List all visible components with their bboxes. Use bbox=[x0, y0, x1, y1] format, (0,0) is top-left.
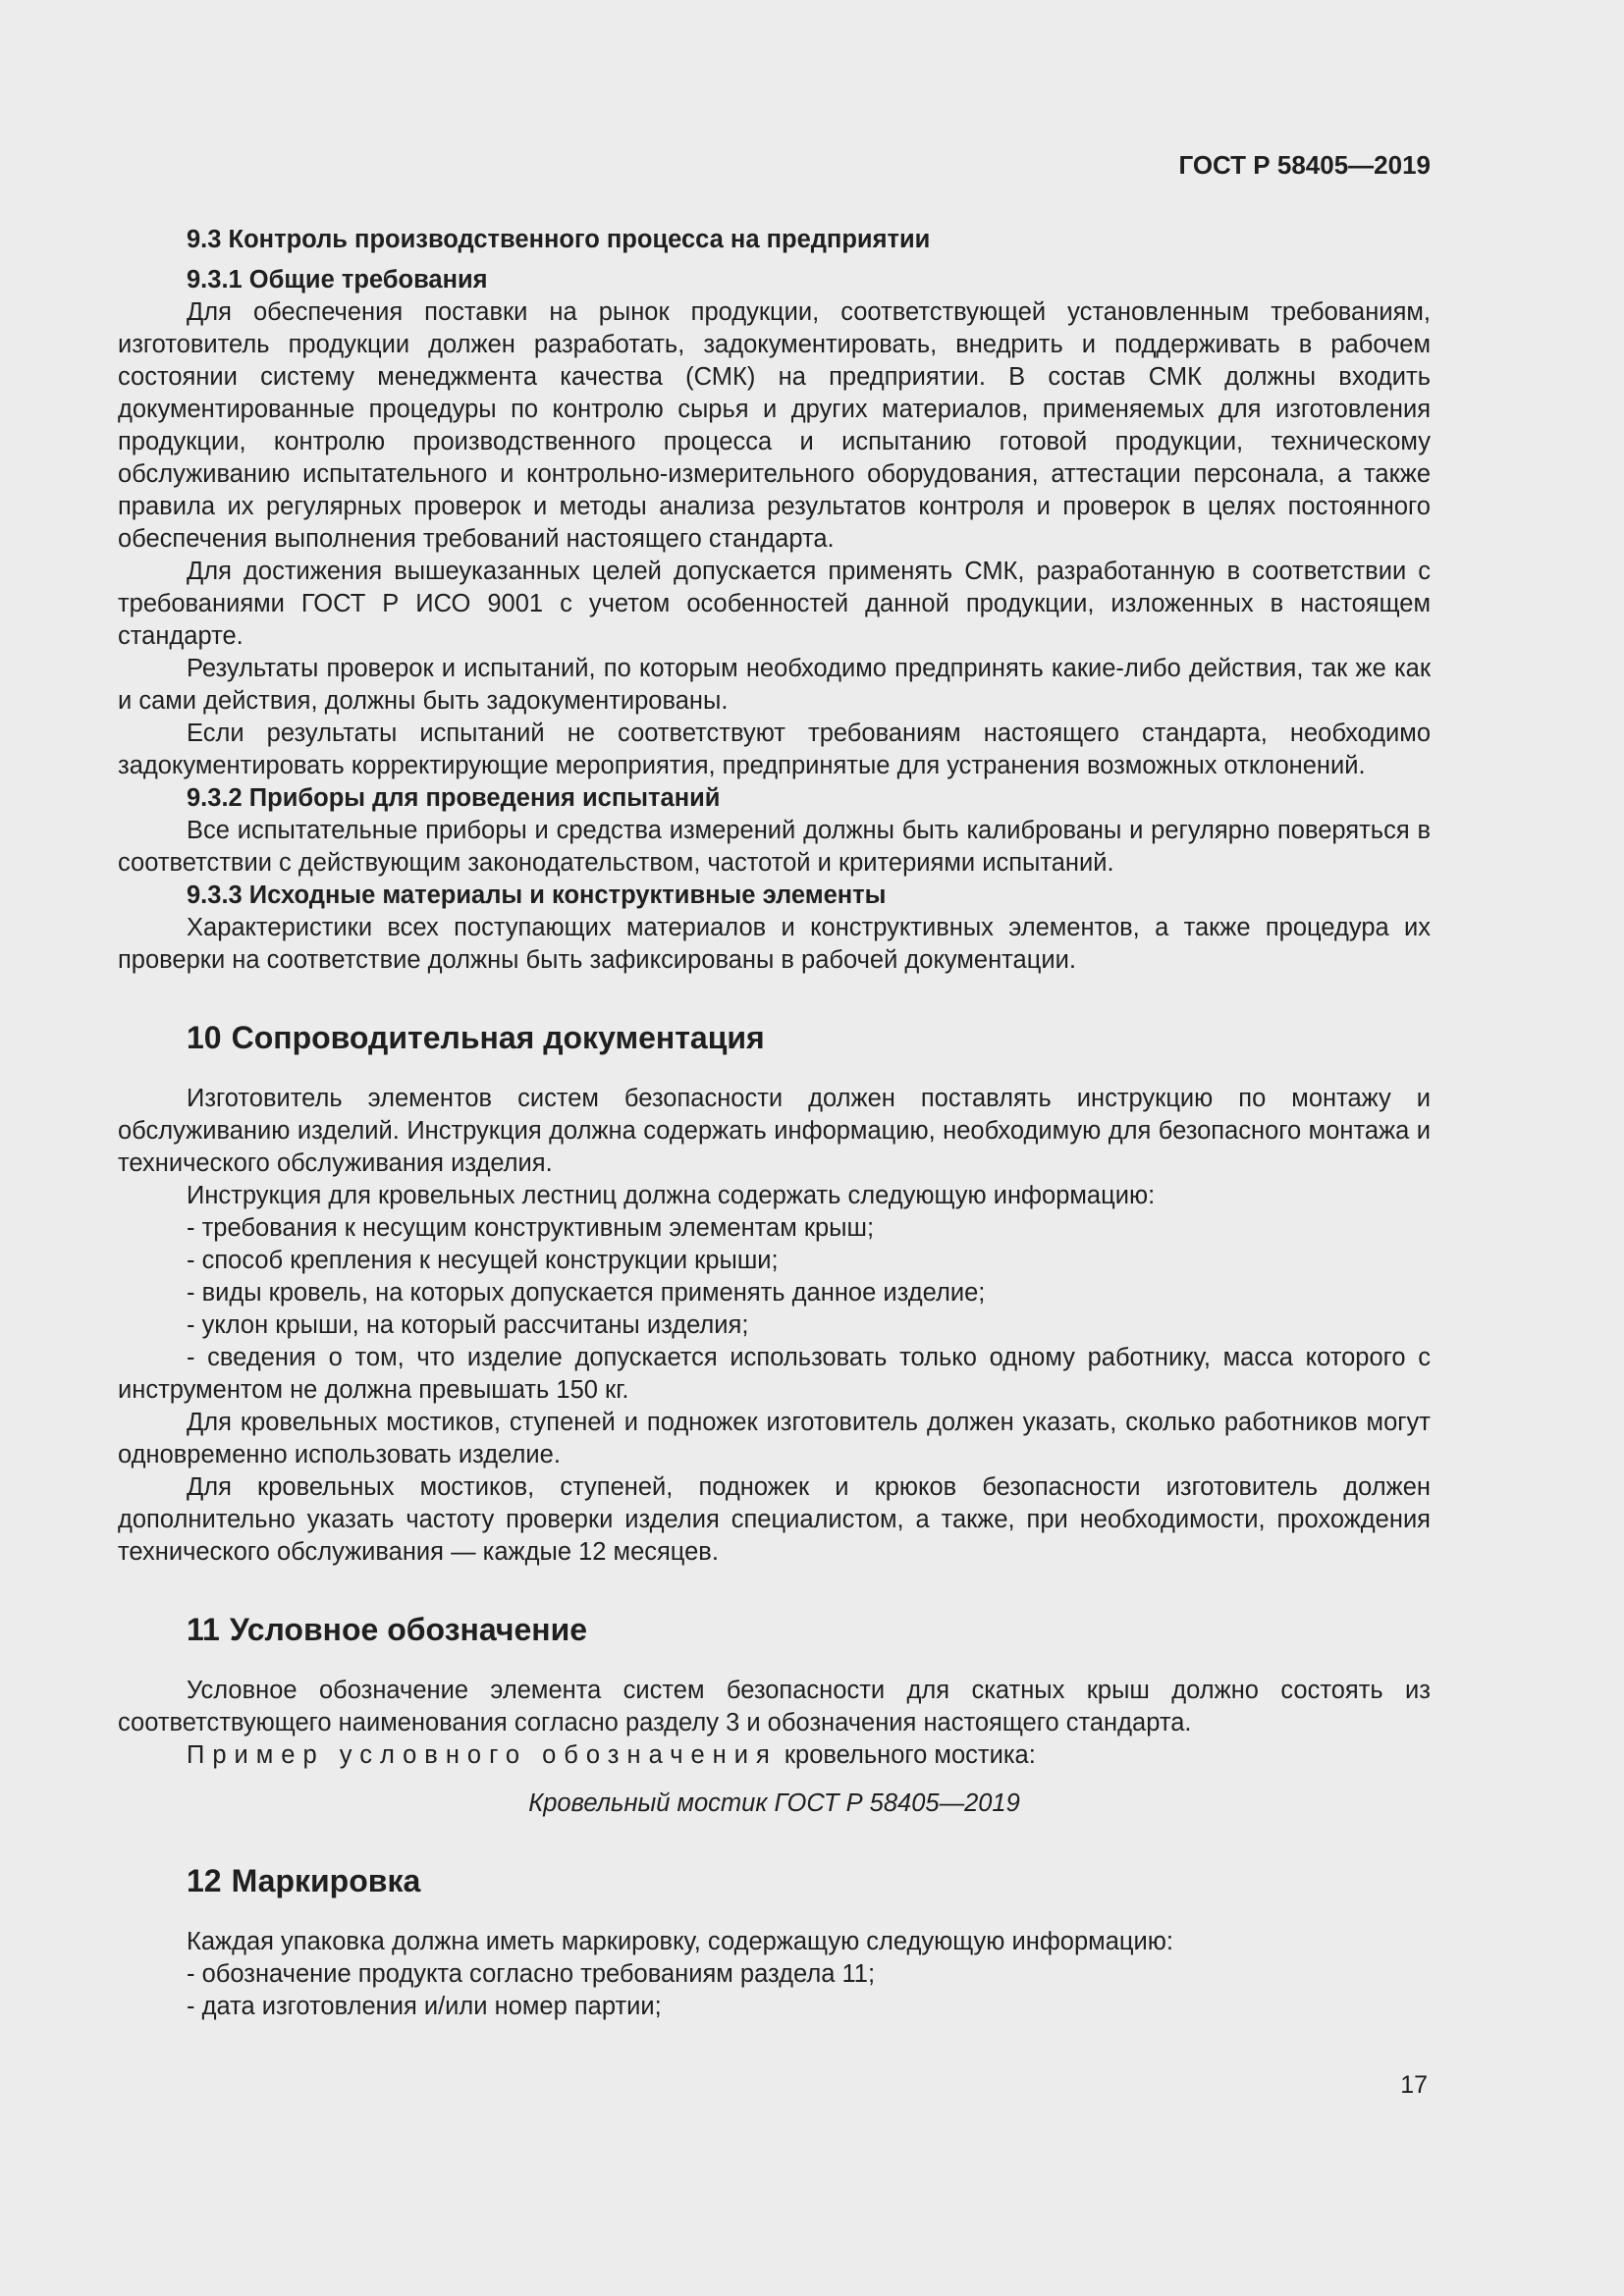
section-10-paragraph-5: Для кровельных мостиков, ступеней, подножек и крюков безопасности изготовитель должен дополнительно указать частоту проверки изделия специалистом, а также, при необходимости, прохождения технического обслуживания — каждые 12 месяцев. bbox=[118, 1473, 1431, 1566]
section-11-title: Условное обозначение bbox=[229, 1612, 588, 1647]
section-11-example-designation: Кровельный мостик ГОСТ Р 58405—2019 bbox=[528, 1789, 1020, 1817]
section-12-list-item: - дата изготовления и/или номер партии; bbox=[187, 1993, 662, 2020]
section-9-3-1-title: 9.3.1 Общие требования bbox=[187, 266, 488, 294]
section-11-paragraph-1: Условное обозначение элемента систем безопасности для скатных крыш должно состоять из соответствующего наименования согласно разделу 3 и обозначения настоящего стандарта. bbox=[118, 1677, 1431, 1736]
example-label: Пример условного обозначения bbox=[187, 1741, 778, 1769]
section-9-3-1-paragraph-4: Если результаты испытаний не соответствуют требованиям настоящего стандарта, необходимо задокументировать корректирующие мероприятия, предпринятые для устранения возможных отклонений. bbox=[118, 720, 1431, 779]
section-9-3-title: 9.3 Контроль производственного процесса на предприятии bbox=[187, 226, 931, 253]
section-10-list-item: - уклон крыши, на который рассчитаны изделия; bbox=[187, 1311, 749, 1339]
section-11-number: 11 bbox=[187, 1612, 220, 1647]
section-11-example-intro bbox=[118, 1739, 1431, 1772]
section-12-title: Маркировка bbox=[231, 1863, 421, 1898]
section-12-list-item: - обозначение продукта согласно требованиям раздела 11; bbox=[187, 1960, 876, 1988]
section-10-paragraph-1: Изготовитель элементов систем безопасности должен поставлять инструкцию по монтажу и обслуживанию изделий. Инструкция должна содержать информацию, необходимую для безопасного монтажа и технического обслуживания изделия. bbox=[118, 1085, 1431, 1177]
section-12-number: 12 bbox=[187, 1863, 222, 1898]
section-10-paragraph-2: Инструкция для кровельных лестниц должна содержать следующую информацию: bbox=[187, 1182, 1156, 1209]
section-9-3-1-paragraph-2: Для достижения вышеуказанных целей допускается применять СМК, разработанную в соответствии с требованиями ГОСТ Р ИСО 9001 с учетом особенностей данной продукции, изложенных в настоящем стандарте. bbox=[118, 558, 1431, 650]
example-label-rest: кровельного мостика: bbox=[777, 1741, 1036, 1769]
section-9-3-3-title: 9.3.3 Исходные материалы и конструктивные элементы bbox=[187, 881, 887, 909]
section-11-heading bbox=[118, 1610, 1431, 1649]
document-body bbox=[118, 147, 1431, 2023]
section-9-3-1-paragraph-1: Для обеспечения поставки на рынок продукции, соответствующей установленным требованиям, изготовитель продукции должен разработать, задокументировать, внедрить и поддерживать в рабочем состоянии систему менеджмента качества (СМК) на предприятии. В состав СМК должны входить документированные процедуры по контролю сырья и других материалов, применяемых для изготовления продукции, контролю производственного процесса и испытанию готовой продукции, техническому обслуживанию испытательного и контрольно-измерительного оборудования, аттестации персонала, а также правила их регулярных проверок и методы анализа результатов контроля и проверок в целях постоянного обеспечения выполнения требований настоящего стандарта. bbox=[118, 298, 1431, 553]
section-9-3-2-paragraph-1: Все испытательные приборы и средства измерений должны быть калиброваны и регулярно поверяться в соответствии с действующим законодательством, частотой и критериями испытаний. bbox=[118, 817, 1431, 877]
section-10-list-item: - способ крепления к несущей конструкции крыши; bbox=[187, 1247, 779, 1274]
section-12-paragraph-1: Каждая упаковка должна иметь маркировку, содержащую следующую информацию: bbox=[187, 1928, 1173, 1955]
page-number: 17 bbox=[1400, 2071, 1428, 2099]
section-10-list-item: - требования к несущим конструктивным элементам крыш; bbox=[187, 1214, 875, 1242]
section-9-3-1-paragraph-3: Результаты проверок и испытаний, по которым необходимо предпринять какие-либо действия, так же как и сами действия, должны быть задокументированы. bbox=[118, 655, 1431, 715]
section-10-paragraph-4: Для кровельных мостиков, ступеней и подножек изготовитель должен указать, сколько работников могут одновременно использовать изделие. bbox=[118, 1409, 1431, 1468]
section-10-number: 10 bbox=[187, 1020, 222, 1055]
document-header-code: ГОСТ Р 58405—2019 bbox=[1178, 150, 1431, 180]
section-10-list-item: - виды кровель, на которых допускается применять данное изделие; bbox=[187, 1279, 986, 1307]
section-10-heading bbox=[118, 1018, 1431, 1057]
section-10-title: Сопроводительная документация bbox=[231, 1020, 765, 1055]
section-12-heading bbox=[118, 1861, 1431, 1900]
section-10-paragraph-3: - сведения о том, что изделие допускается использовать только одному работнику, масса которого с инструментом не должна превышать 150 кг. bbox=[118, 1344, 1431, 1404]
section-9-3-3-paragraph-1: Характеристики всех поступающих материалов и конструктивных элементов, а также процедура их проверки на соответствие должны быть зафиксированы в рабочей документации. bbox=[118, 914, 1431, 974]
section-9-3-2-title: 9.3.2 Приборы для проведения испытаний bbox=[187, 784, 721, 812]
